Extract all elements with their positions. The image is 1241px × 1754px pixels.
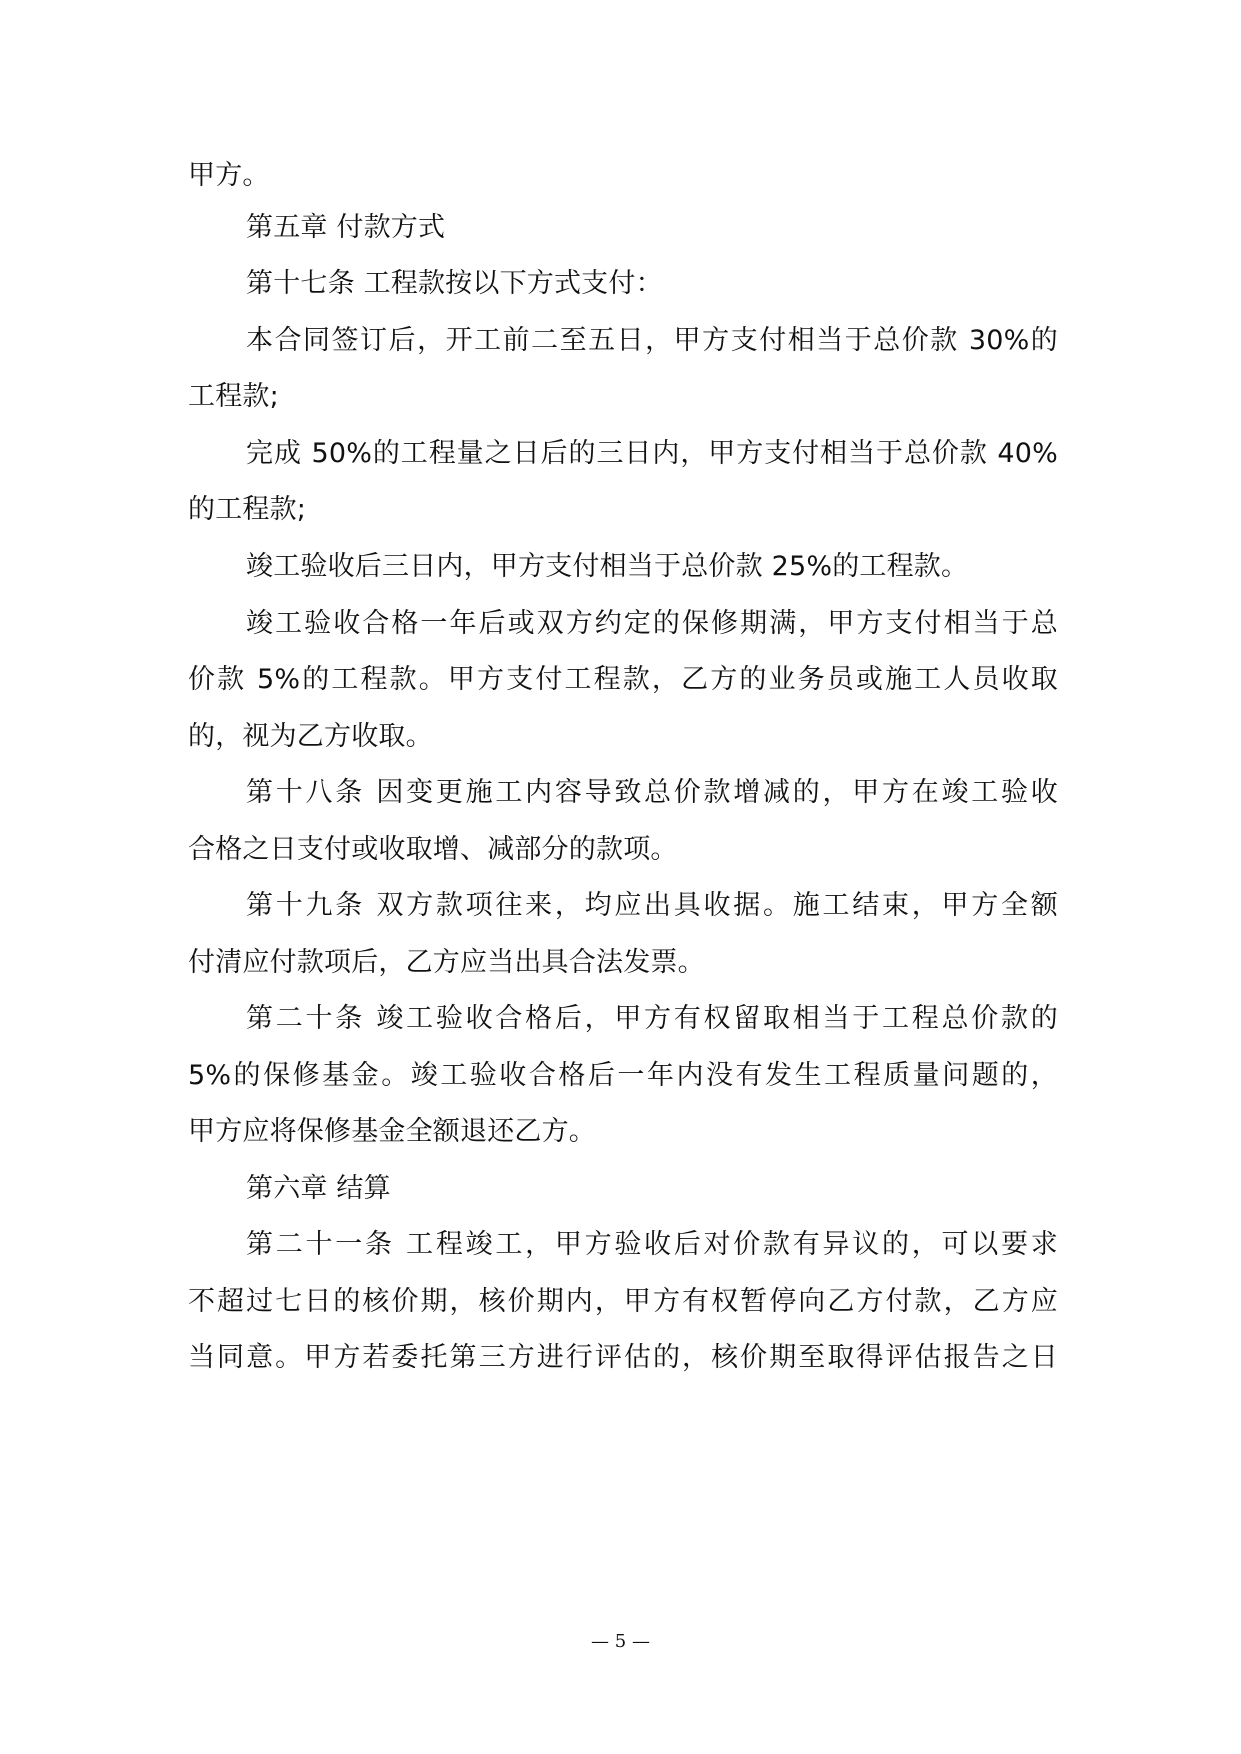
text-line: 完成 50%的工程量之日后的三日内，甲方支付相当于总价款 40%	[246, 438, 1058, 469]
text-line: 甲方。	[188, 160, 270, 191]
text-line: 5%的保修基金。竣工验收合格后一年内没有发生工程质量问题的，	[188, 1060, 1058, 1091]
text-line: 付清应付款项后，乙方应当出具合法发票。	[188, 947, 705, 978]
chapter-heading: 第五章 付款方式	[246, 212, 446, 243]
chapter-heading: 第六章 结算	[246, 1173, 391, 1204]
text-line: 工程款;	[188, 381, 279, 412]
text-line: 的工程款;	[188, 494, 307, 525]
article-text-line: 第十九条 双方款项往来，均应出具收据。施工结束，甲方全额	[246, 890, 1058, 921]
text-line: 的，视为乙方收取。	[188, 721, 433, 752]
page-number: — 5 —	[591, 1631, 650, 1652]
text-line: 竣工验收后三日内，甲方支付相当于总价款 25%的工程款。	[246, 551, 969, 582]
text-line: 本合同签订后，开工前二至五日，甲方支付相当于总价款 30%的	[246, 325, 1058, 356]
text-line: 不超过七日的核价期，核价期内，甲方有权暂停向乙方付款，乙方应	[188, 1286, 1058, 1317]
article-text-line: 第二十一条 工程竣工，甲方验收后对价款有异议的，可以要求	[246, 1229, 1058, 1260]
article-text-line: 第二十条 竣工验收合格后，甲方有权留取相当于工程总价款的	[246, 1003, 1058, 1034]
article-text-line: 第十八条 因变更施工内容导致总价款增减的，甲方在竣工验收	[246, 777, 1058, 808]
article-heading: 第十七条 工程款按以下方式支付：	[246, 268, 663, 299]
text-line: 合格之日支付或收取增、减部分的款项。	[188, 834, 678, 865]
text-line: 价款 5%的工程款。甲方支付工程款，乙方的业务员或施工人员收取	[188, 664, 1058, 695]
text-line: 当同意。甲方若委托第三方进行评估的，核价期至取得评估报告之日	[188, 1342, 1058, 1373]
text-line: 甲方应将保修基金全额退还乙方。	[188, 1116, 596, 1147]
text-line: 竣工验收合格一年后或双方约定的保修期满，甲方支付相当于总	[246, 608, 1058, 639]
